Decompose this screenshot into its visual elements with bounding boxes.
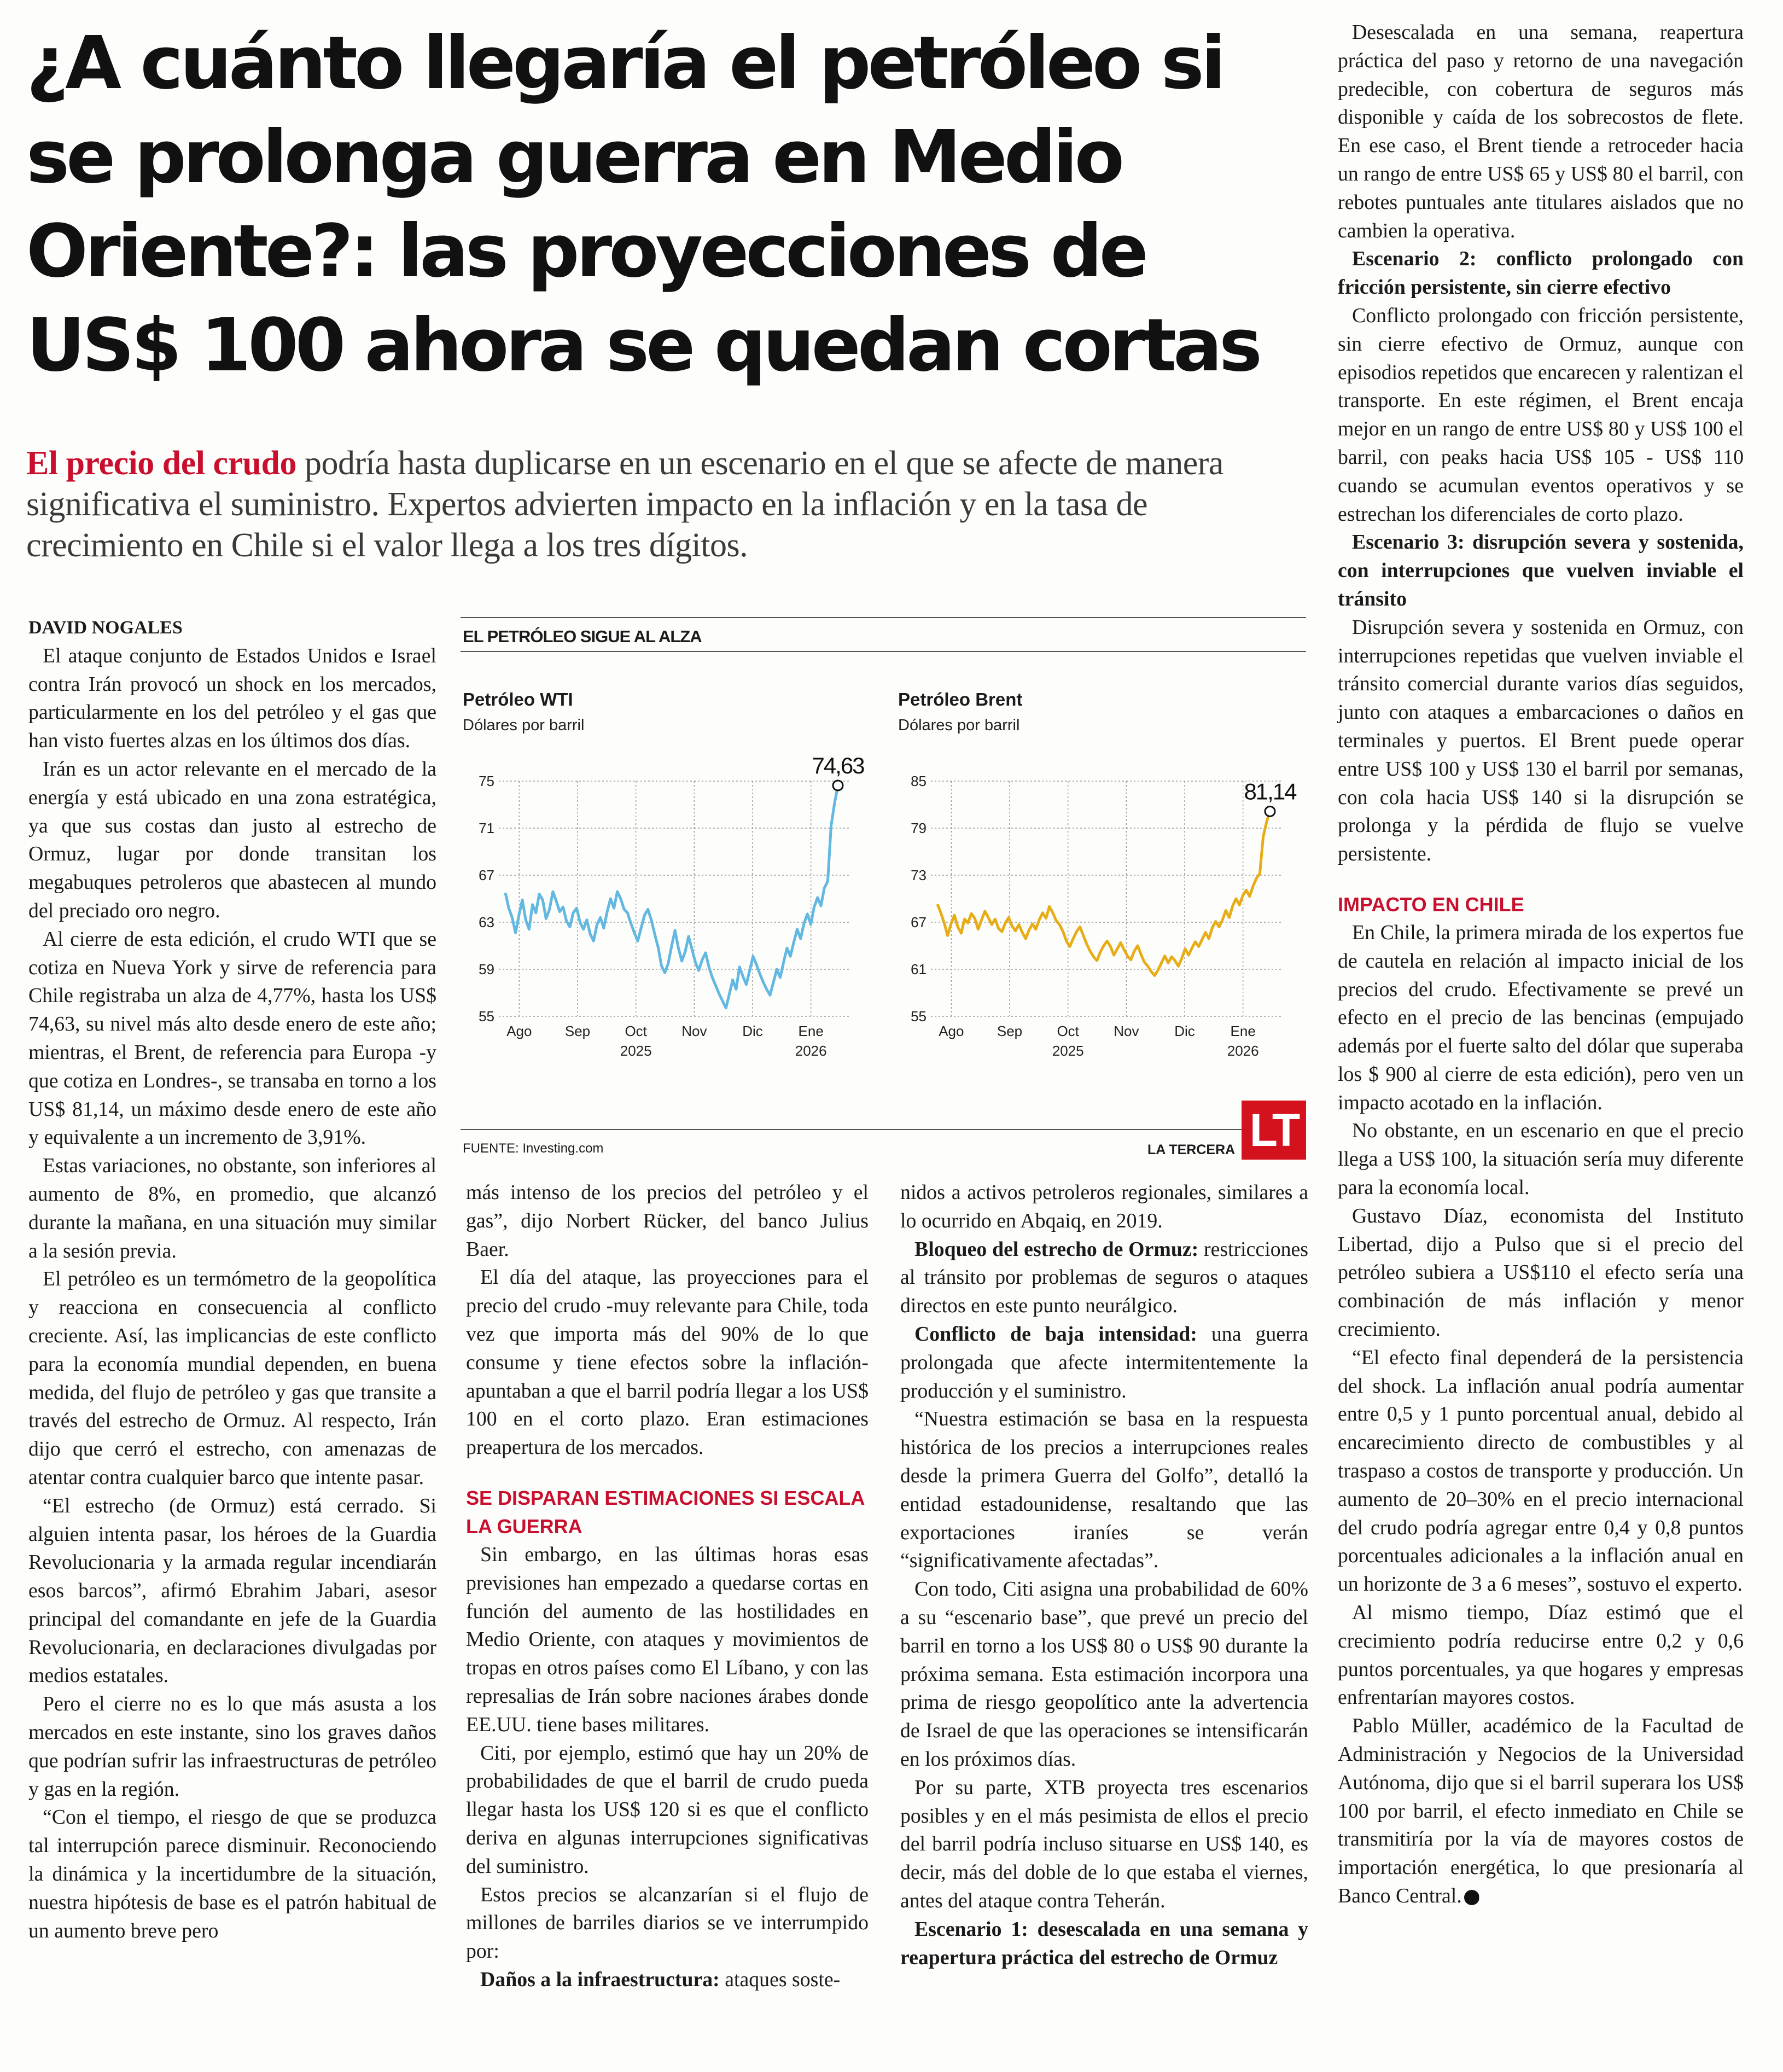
column-2 <box>466 1179 869 1994</box>
headline: ¿A cuánto llegaría el petróleo si se prolonga guerra en Medio Oriente?: las proyecciones de US$ 100 ahora se quedan cortas <box>26 21 1260 388</box>
chart-bottom-rule <box>461 1129 1306 1130</box>
y-tick-label: 67 <box>911 914 927 930</box>
last-value-label: 81,14 <box>1244 778 1296 805</box>
paragraph: No obstante, en un escenario en que el precio llega a US$ 100, la situación sería muy diferente para la economía local. <box>1338 1119 1744 1200</box>
paragraph: Irán es un actor relevante en el mercado de la energía y está ubicado en una zona estratégica, ya que sus costas dan justo al estrecho de Ormuz, lugar por donde transitan los megabuques petroleros que abastecen al mundo del preciado oro negro. <box>28 757 436 922</box>
paragraph: Con todo, Citi asigna una probabilidad de 60% a su “escenario base”, que prevé un precio del barril en torno a los US$ 80 o US$ 90 durante la próxima semana. Esta estimación incorpora una prima de riesgo geopolítico ante la advertencia de Israel de que las operaciones se intensificarán en los próximos días. <box>900 1578 1308 1771</box>
x-year-label: 2025 <box>1052 1043 1084 1059</box>
paragraph-text: Pablo Müller, académico de la Facultad de Administración y Negocios de la Universidad Autónoma, dijo que si el barril superara los US$ 100 por barril, el efecto inmediato en Chile se transmitiría por la vía de mayores costos de importación energética, lo que presionaría al Banco Central. <box>1338 1714 1744 1907</box>
x-year-label: 2026 <box>1227 1043 1259 1059</box>
column-4 <box>1338 19 1744 1911</box>
y-tick-label: 61 <box>911 961 927 977</box>
scenario-heading: Escenario 2: conflicto prolongado con fricción persistente, sin cierre efectivo <box>1338 247 1744 299</box>
series-line <box>937 811 1270 975</box>
y-tick-label: 63 <box>479 914 494 930</box>
y-tick-label: 79 <box>911 820 927 836</box>
paragraph: Desescalada en una semana, reapertura práctica del paso y retorno de una navegación predecible, con cobertura de seguros más disponible y caída de los sobrecostos de flete. En ese caso, el Brent tiende a retroceder hacia un rango de entre US$ 65 y US$ 80 el barril, con rebotes puntuales ante titulares aislados que no cambien la operativa. <box>1338 21 1744 242</box>
paragraph: Citi, por ejemplo, estimó que hay un 20% de probabilidades de que el barril de crudo pueda llegar hasta los US$ 120 si es que el conflicto deriva en algunas interrupciones significativas del suministro. <box>466 1741 869 1878</box>
paragraph-text: una guerra prolongada que afecte intermitentemente la producción y el suministro. <box>900 1322 1308 1402</box>
series-line <box>505 785 838 1008</box>
column-3 <box>900 1179 1308 1972</box>
end-mark-icon: P <box>1464 1890 1479 1905</box>
la-tercera-logo: LT <box>1242 1101 1306 1160</box>
paragraph: “El efecto final dependerá de la persistencia del shock. La inflación anual podría aumentar entre 0,5 y 1 punto porcentual anual, debido al encarecimiento directo de combustibles y al traspaso a costos de transporte y producción. Un aumento de 20–30% en el precio internacional del crudo podría agregar entre 0,4 y 0,8 puntos porcentuales adicionales a la inflación anual en un horizonte de 3 a 6 meses”, sostuvo el experto. <box>1338 1346 1744 1596</box>
inline-heading: Bloqueo del estrecho de Ormuz: <box>914 1237 1199 1261</box>
paragraph: Estos precios se alcanzarían si el flujo de millones de barriles diarios se ve interrumpido por: <box>466 1883 869 1963</box>
wti-chart-title: Petróleo WTI <box>463 689 573 709</box>
deck <box>26 443 1301 566</box>
chart-top-rule <box>461 617 1306 618</box>
inline-heading: Daños a la infraestructura: <box>480 1968 720 1991</box>
paragraph: “Nuestra estimación se basa en la respuesta histórica de los precios a interrupciones reales desde la primera Guerra del Golfo”, detalló la entidad estadounidense, resaltando que las exportaciones iraníes se verán “significativamente afectadas”. <box>900 1407 1308 1573</box>
y-tick-label: 55 <box>911 1008 927 1025</box>
paragraph <box>1338 1712 1744 1911</box>
y-tick-label: 73 <box>911 867 927 883</box>
paragraph: Estas variaciones, no obstante, son inferiores al aumento de 8%, en promedio, que alcanzó durante la mañana, en una situación muy similar a la sesión previa. <box>28 1154 436 1262</box>
y-tick-label: 71 <box>479 820 494 836</box>
y-tick-label: 75 <box>479 773 494 789</box>
brent-chart-unit: Dólares por barril <box>898 717 1020 734</box>
last-value-label: 74,63 <box>812 752 864 778</box>
paragraph: más intenso de los precios del petróleo y el gas”, dijo Norbert Rücker, del banco Julius Baer. <box>466 1181 869 1261</box>
section-heading: SE DISPARAN ESTIMACIONES SI ESCALA LA GUERRA <box>466 1486 865 1538</box>
paragraph: nidos a activos petroleros regionales, similares a lo ocurrido en Abqaiq, en 2019. <box>900 1181 1308 1232</box>
x-tick-label: Oct <box>625 1023 647 1039</box>
paragraph <box>900 1236 1308 1320</box>
chart-source: FUENTE: Investing.com <box>463 1141 604 1156</box>
x-tick-label: Sep <box>997 1023 1023 1039</box>
y-tick-label: 55 <box>479 1008 494 1025</box>
x-tick-label: Nov <box>681 1023 707 1039</box>
y-tick-label: 85 <box>911 773 927 789</box>
paragraph <box>466 1966 869 1994</box>
wti-chart-unit: Dólares por barril <box>463 717 585 734</box>
chart-box <box>461 617 1306 1166</box>
byline: DAVID NOGALES <box>28 618 183 638</box>
chart-box-title: EL PETRÓLEO SIGUE AL ALZA <box>463 627 702 646</box>
wti-chart <box>461 748 876 1066</box>
paragraph: Al cierre de esta edición, el crudo WTI que se cotiza en Nueva York y sirve de referencia para Chile registraba un alza de 4,77%, hasta los US$ 74,63, su nivel más alto desde enero de este año; mientras, el Brent, de referencia para Europa -y que cotiza en Londres-, se transaba en torno a los US$ 81,14, un máximo desde enero de este año y equivalente a un incremento de 3,91%. <box>28 927 436 1149</box>
paragraph: El ataque conjunto de Estados Unidos e Israel contra Irán provocó un shock en los mercados, particularmente en los del petróleo y el gas que han visto fuertes alzas en los últimos dos días. <box>28 644 436 753</box>
paragraph: El petróleo es un termómetro de la geopolítica y reacciona en consecuencia al conflicto creciente. Así, las implicancias de este conflicto para la economía mundial dependen, en buena medida, del flujo de petróleo y gas que transite a través del estrecho de Ormuz. Al respecto, Irán dijo que cerró el estrecho, con amenazas de atentar contra cualquier barco que intente pasar. <box>28 1267 436 1489</box>
y-tick-label: 59 <box>479 961 494 977</box>
deck-lead: El precio del crudo <box>26 445 296 482</box>
paragraph: En Chile, la primera mirada de los expertos fue de cautela en relación al impacto inicial de los precios del crudo. Efectivamente se prevé un efecto en el precio de las bencinas (empujado además por el fuerte salto del dólar que superaba los $ 900 al cierre de esta edición), pero ven un impacto acotado en la inflación. <box>1338 921 1744 1114</box>
x-tick-label: Oct <box>1057 1023 1079 1039</box>
paragraph: Conflicto prolongado con fricción persistente, sin cierre efectivo de Ormuz, aunque con episodios repetidos que encarecen y ralentizan el transporte. En este régimen, el Brent encaja mejor en un rango de entre US$ 80 y US$ 100 el barril, con peaks hacia US$ 105 - US$ 110 cuando se acumulan eventos operativos y se estrechan los diferenciales de corto plazo. <box>1338 304 1744 526</box>
deck-text: podría hasta duplicarse en un escenario en el que se afecte de manera significativa el suministro. Expertos advierten impacto en la inflación y en la tasa de crecimiento en Chile si el valor llega a los tres dígitos. <box>26 445 1223 564</box>
column-1 <box>28 614 436 1945</box>
paragraph: Al mismo tiempo, Díaz estimó que el crecimiento podría reducirse entre 0,2 y 0,6 puntos porcentuales, ya que hogares y empresas enfrentarían mayores costos. <box>1338 1601 1744 1709</box>
section-heading: IMPACTO EN CHILE <box>1338 893 1524 916</box>
paragraph: Gustavo Díaz, economista del Instituto Libertad, dijo a Pulso que si el precio del petróleo subiera a US$110 el efecto sería una combinación de más inflación y menor crecimiento. <box>1338 1204 1744 1341</box>
last-value-marker <box>1265 806 1275 816</box>
paragraph: “Con el tiempo, el riesgo de que se produzca tal interrupción parece disminuir. Reconociendo la dinámica y la incertidumbre de la situación, nuestra hipótesis de base es el patrón habitual de un aumento breve pero <box>28 1806 436 1942</box>
paragraph: Pero el cierre no es lo que más asusta a los mercados en este instante, sino los graves daños que podrían sufrir las infraestructuras de petróleo y gas en la región. <box>28 1692 436 1801</box>
paragraph: El día del ataque, las proyecciones para el precio del crudo -muy relevante para Chile, toda vez que importa más del 90% de lo que consume y tiene efectos sobre la inflación- apuntaban a que el barril podría llegar a los US$ 100 en el corto plazo. Eran estimaciones preapertura de los mercados. <box>466 1266 869 1459</box>
paragraph: Disrupción severa y sostenida en Ormuz, con interrupciones repetidas que vuelven inviable el tránsito comercial durante varios días seguidos, junto con ataques a embarcaciones o daños en terminales y puertos. El Brent puede operar entre US$ 100 y US$ 130 el barril por semanas, con cola hacia US$ 140 si la disrupción se prolonga y la pérdida de flujo se vuelve persistente. <box>1338 615 1744 866</box>
paragraph: “El estrecho (de Ormuz) está cerrado. Si alguien intenta pasar, los héroes de la Guardia Revolucionaria y la armada regular incendiarán esos barcos”, afirmó Ebrahim Jabari, asesor principal del comandante en jefe de la Guardia Revolucionaria, en declaraciones divulgadas por medios estatales. <box>28 1494 436 1687</box>
paragraph: Sin embargo, en las últimas horas esas previsiones han empezado a quedarse cortas en función del aumento de las hostilidades en Medio Oriente, con ataques y movimientos de tropas en otros países como El Líbano, y con las represalias de Irán sobre naciones árabes donde EE.UU. tiene bases militares. <box>466 1543 869 1736</box>
x-tick-label: Nov <box>1114 1023 1139 1039</box>
x-tick-label: Ago <box>506 1023 532 1039</box>
inline-heading: Conflicto de baja intensidad: <box>914 1322 1197 1346</box>
scenario-heading: Escenario 3: disrupción severa y sostenida, con interrupciones que vuelven inviable el tránsito <box>1338 531 1744 610</box>
x-tick-label: Ene <box>1230 1023 1256 1039</box>
x-tick-label: Ago <box>939 1023 964 1039</box>
x-tick-label: Sep <box>564 1023 591 1039</box>
x-year-label: 2026 <box>795 1043 827 1059</box>
paragraph-text: restricciones al tránsito por problemas de seguros o ataques directos en este punto neurálgico. <box>900 1237 1308 1318</box>
x-tick-label: Dic <box>1174 1023 1195 1039</box>
y-tick-label: 67 <box>479 867 494 883</box>
brent-chart-title: Petróleo Brent <box>898 689 1023 709</box>
last-value-marker <box>833 781 843 790</box>
paragraph <box>900 1320 1308 1405</box>
chart-title-rule <box>461 651 1306 652</box>
x-tick-label: Dic <box>742 1023 763 1039</box>
x-year-label: 2025 <box>620 1043 652 1059</box>
brent-chart <box>893 748 1308 1066</box>
paragraph: Por su parte, XTB proyecta tres escenarios posibles y en el más pesimista de ellos el precio del barril podría incluso situarse en US$ 140, es decir, más del doble de lo que estaba el viernes, antes del ataque contra Teherán. <box>900 1776 1308 1912</box>
brand-label: LA TERCERA <box>1147 1142 1236 1157</box>
x-tick-label: Ene <box>798 1023 824 1039</box>
paragraph-text: ataques soste- <box>719 1968 841 1991</box>
scenario-heading: Escenario 1: desescalada en una semana y reapertura práctica del estrecho de Ormuz <box>900 1917 1308 1969</box>
